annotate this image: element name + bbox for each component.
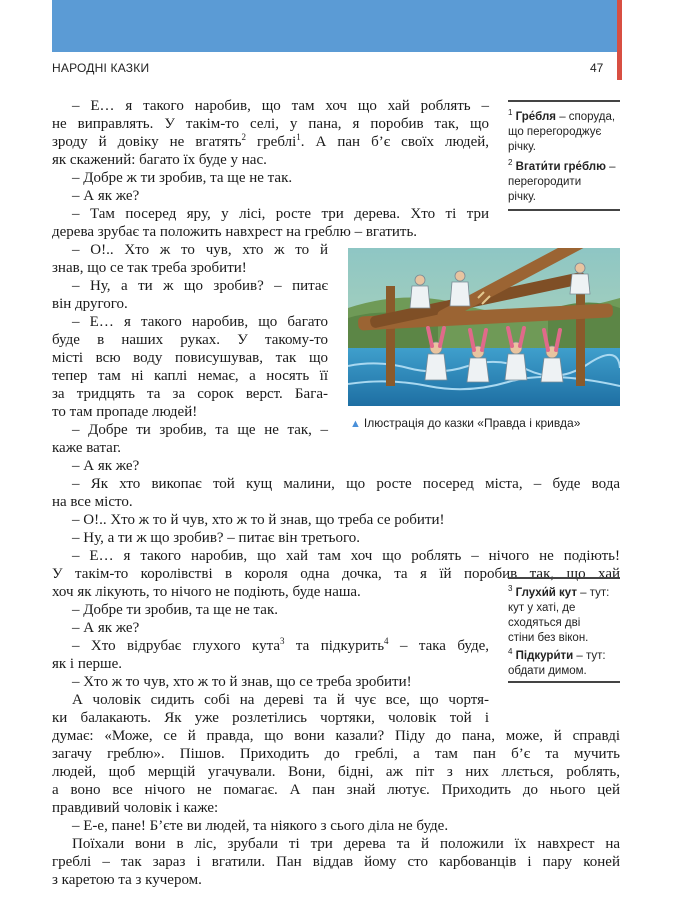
footnote-rule bbox=[508, 100, 620, 102]
text-line: Поїхали вони в ліс, зрубали ті три дерева та й положили їх навхрест на bbox=[72, 836, 620, 852]
text-line: – Е… я такого наробив, що багато bbox=[72, 314, 328, 330]
footnote-rule bbox=[508, 681, 620, 683]
text-line: – Хто ж то чув, хто ж то й знав, що се треба зробити! bbox=[72, 674, 412, 690]
text-line: – Як хто викопає той кущ малини, що росте посеред міста, – буде вода bbox=[72, 476, 620, 492]
text-line: У такім-то королівстві в короля одна дочка, та я їй поробив так, що хай bbox=[52, 566, 620, 582]
text-line: – А як же? bbox=[72, 188, 140, 204]
text-line: греблі – так зараз і вгатили. Пан віддав йому сто карбованців і пару коней bbox=[52, 854, 620, 870]
text-line: – Е-е, пане! Б’єте ви людей, та ніякого з сього діла не буде. bbox=[72, 818, 449, 834]
text-line: каже ватаг. bbox=[52, 440, 122, 456]
text-line: на все місто. bbox=[52, 494, 133, 510]
text-line: як скажений: багато їх буде у нас. bbox=[52, 152, 267, 168]
text-line: він другого. bbox=[52, 296, 128, 312]
text-line: з каретою та з кучером. bbox=[52, 872, 202, 888]
text-line: – А як же? bbox=[72, 620, 140, 636]
text-line: буде в наших руках. У такому-то bbox=[52, 332, 328, 348]
text-line: дерева зрубає та положить навхрест на греблю – вгатить. bbox=[52, 224, 418, 240]
text-line: правдивий чоловік і каже: bbox=[52, 800, 219, 816]
text-line: за тридцять та за сорок верст. Бага- bbox=[52, 386, 328, 402]
text-line: людей, щоб мерщій угачували. Вони, бідні, аж піт з них ллється, роблять, bbox=[52, 764, 620, 780]
text-line: не виправлять. У такім-то селі, у пана, я поробив так, що bbox=[52, 116, 489, 132]
footnote-rule bbox=[508, 209, 620, 211]
footnote-3: $^3$ Глухи́й кут – тут: кут у хаті, де сходяться дві стіни без вікон. bbox=[508, 584, 610, 644]
text-line: думає: «Може, се й правда, що вони казали? Піду до пана, може, й справді bbox=[52, 728, 620, 744]
header-band bbox=[52, 0, 617, 52]
text-line: хоч як лікують, то нічого не подіють, буде наша. bbox=[52, 584, 361, 600]
text-line: – О!.. Хто ж то й чув, хто ж то й знав, що треба се робити! bbox=[72, 512, 445, 528]
text-line: А чоловік сидить собі на дереві та й чує все, що чортя- bbox=[72, 692, 489, 708]
story-illustration bbox=[348, 248, 620, 406]
text-line: як і перше. bbox=[52, 656, 122, 672]
text-line: загачу греблю». Пішов. Приходить до греблі, а там пан б’є та мучить bbox=[52, 746, 620, 762]
text-line: – Добре ж ти зробив, та ще не так. bbox=[72, 170, 293, 186]
text-line: – Там посеред яру, у лісі, росте три дерева. Хто ті три bbox=[72, 206, 489, 222]
text-line: – А як же? bbox=[72, 458, 140, 474]
footnote-1: $^1$ Гре́бля – споруда, що перегороджує річку. bbox=[508, 108, 616, 153]
section-title: НАРОДНІ КАЗКИ bbox=[52, 61, 150, 75]
text-line: – Хто відрубає глухого кута$^3$ та підкурить$^4$ – така буде, bbox=[72, 636, 489, 654]
text-line: – Ну, а ти ж що зробив? – питає bbox=[72, 278, 328, 294]
text-line: – Е… я такого наробив, що там хоч що хай роблять – bbox=[72, 98, 489, 114]
text-line: зроду й довіку не вгатять$^2$ греблі$^1$. А пан б’є своїх людей, bbox=[52, 132, 489, 150]
page-number: 47 bbox=[590, 61, 604, 75]
text-line: – О!.. Хто ж то чув, хто ж то й bbox=[72, 242, 328, 258]
text-line: ки балакають. Як уже розлетілись чортяки, чоловік той і bbox=[52, 710, 489, 726]
caption-text: Ілюстрація до казки «Правда і кривда» bbox=[363, 416, 581, 430]
text-line: – Ну, а ти ж що зробив? – питає він третього. bbox=[72, 530, 361, 546]
text-line: то там пропаде людей! bbox=[52, 404, 198, 420]
illustration-drawing bbox=[348, 248, 620, 406]
text-line: тепер там ні каплі немає, а носять її bbox=[52, 368, 328, 384]
text-line: знав, що се так треба зробити! bbox=[52, 260, 247, 276]
footnote-rule bbox=[508, 577, 620, 579]
text-line: – Добре ти зробив, та ще не так, – bbox=[72, 422, 328, 438]
header-accent-bar bbox=[617, 0, 622, 80]
footnote-2: $^2$ Вгати́ти гре́блю – перегородити річку. bbox=[508, 158, 616, 203]
text-line: а воно все нічого не помагає. А пан знай лютує. Приходить до нього цей bbox=[52, 782, 620, 798]
text-line: – Добре ти зробив, та ще не так. bbox=[72, 602, 278, 618]
text-line: місті всю воду повисушував, так що bbox=[52, 350, 328, 366]
text-line: – Е… я такого наробив, що хай там хоч що роблять – нічого не подіють! bbox=[72, 548, 620, 564]
caption-marker-icon: ▲ bbox=[350, 418, 361, 430]
illustration-caption bbox=[350, 416, 622, 430]
footnote-4: $^4$ Підкури́ти – тут: обдати димом. bbox=[508, 647, 606, 677]
